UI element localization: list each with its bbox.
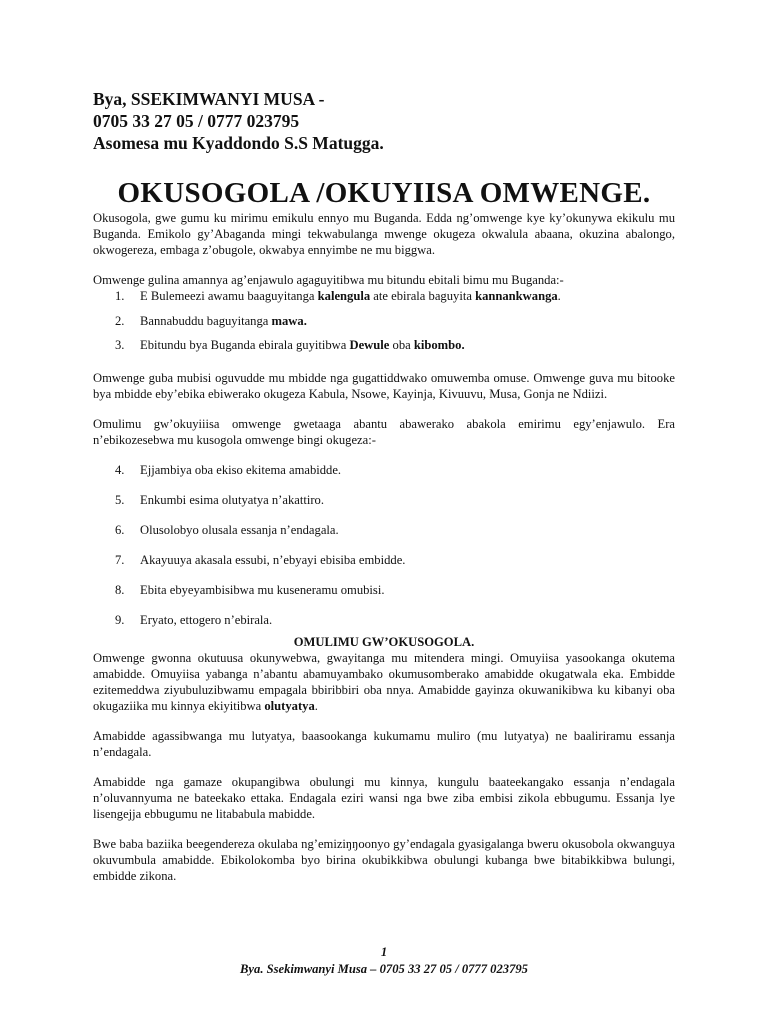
list-number: 8. — [115, 582, 125, 597]
list-item — [93, 313, 675, 329]
bold-term: olutyatya — [264, 698, 315, 713]
author-phone: 0705 33 27 05 / 0777 023795 — [93, 111, 300, 131]
bananas-paragraph: Omwenge guba mubisi oguvudde mu mbidde nga gugattiddwako omuwemba omuse. Omwenge guva mu bitooke bya mbidde eby’ebika ebiwerako okugeza Kabula, Nsowe, Kayinja, Kivuuvu, Musa, Gonja ne Ndiizi. — [93, 370, 675, 401]
names-list — [93, 288, 675, 353]
tools-intro-paragraph: Omulimu gw’okuyiiisa omwenge gwetaaga abantu abawerako abakola emirimu egy’enjawulo. Era n’ebikozesebwa mu kusogola omwenge bingi okugeza:- — [93, 416, 675, 447]
paragraph-text: . — [314, 698, 318, 713]
list-text: Eryato, ettogero n’ebirala. — [140, 612, 273, 627]
author-school: Asomesa mu Kyaddondo S.S Matugga. — [93, 133, 384, 153]
list-number: 3. — [115, 338, 125, 352]
list-number: 9. — [115, 612, 125, 627]
list-item — [93, 582, 675, 598]
list-text: Enkumbi esima olutyatya n’akattiro. — [140, 492, 324, 507]
list-bold-term: mawa. — [271, 313, 307, 328]
list-item — [93, 337, 675, 353]
list-number: 6. — [115, 522, 125, 537]
list-text: Akayuuya akasala essubi, n’ebyayi ebisiba embidde. — [140, 552, 406, 567]
list-number: 7. — [115, 552, 125, 567]
list-item — [93, 462, 675, 478]
list-bold-term: Dewule — [349, 338, 390, 352]
list-bold-term: kannankwanga — [475, 289, 558, 303]
list-text: ate ebirala baguyita — [370, 289, 476, 303]
list-text: . — [557, 289, 561, 303]
list-text: Ejjambiya oba ekiso ekitema amabidde. — [140, 462, 342, 477]
list-number: 5. — [115, 492, 125, 507]
list-bold-term: kalengula — [317, 289, 371, 303]
work-paragraph — [93, 650, 675, 714]
section-heading: OMULIMU GW’OKUSOGOLA. — [293, 634, 475, 649]
fire-paragraph: Amabidde agassibwanga mu lutyatya, baasookanga kukumamu muliro (mu lutyatya) ne baaliriramu essanja n’endagala. — [93, 728, 675, 759]
list-item — [93, 288, 675, 304]
list-text: Ebita ebyeyambisibwa mu kuseneramu omubisi. — [140, 582, 385, 597]
list-item — [93, 612, 675, 628]
author-block — [93, 88, 675, 154]
footer-text: Bya. Ssekimwanyi Musa – 0705 33 27 05 / 0777 023795 — [240, 962, 528, 976]
list-number: 2. — [115, 313, 125, 328]
list-text: oba — [389, 338, 414, 352]
intro-paragraph: Okusogola, gwe gumu ku mirimu emikulu ennyo mu Buganda. Edda ng’omwenge kye ky’okunywa ekikulu mu Buganda. Emikolo gy’Abaganda mingi tekwabulanga mwenge okugeza okwalula abaana, okuzina abalongo, okwogereza, embaga z’obugole, okwabya ennyimbe ne mu biggwa. — [93, 211, 675, 257]
cover-paragraph: Amabidde nga gamaze okupangibwa obulungi mu kinnya, kungulu baateekangako essanja n’endagala n’oluvannyuma ne bateekako ettaka. Endagala eziri wansi nga bwe ziba embisi zikola ebbugumu. Essanja lye lisengejja ebbugumu ne litababula mabidde. — [93, 774, 675, 821]
list-text: Bannabuddu baguyitanga — [140, 313, 272, 328]
list-text: Olusolobyo olusala essanja n’endagala. — [140, 522, 339, 537]
list-item — [93, 522, 675, 538]
document-page — [93, 88, 675, 884]
list-item — [93, 552, 675, 568]
names-intro-paragraph: Omwenge gulina amannya ag’enjawulo agaguyitibwa mu bitundu ebitali bimu mu Buganda:- — [93, 273, 564, 287]
list-number: 4. — [115, 462, 125, 477]
author-name: Bya, SSEKIMWANYI MUSA - — [93, 89, 325, 109]
page-footer — [0, 944, 768, 978]
page-number: 1 — [380, 945, 388, 959]
ripen-paragraph: Bwe baba baziika beegendereza okulaba ng’emiziŋŋoonyo gy’endagala gyasigalanga bweru okusobola okwanguya okuvumbula amabidde. Ebikolokomba byo birina okubikkibwa obulungi kubanga bwe bitabikkibwa bulungi, embidde zikona. — [93, 836, 675, 883]
list-text: E Bulemeezi awamu baaguyitanga — [140, 289, 318, 303]
document-title: OKUSOGOLA /OKUYIISA OMWENGE. — [117, 177, 651, 209]
list-text: Ebitundu bya Buganda ebirala guyitibwa — [140, 338, 350, 352]
tools-list — [93, 462, 675, 628]
list-item — [93, 492, 675, 508]
paragraph-text: Omwenge gwonna okutuusa okunywebwa, gwayitanga mu mitendera mingi. Omuyiisa yasookanga okutema amabidde. Omuyiisa yabanga n’abantu abamuyambako okumusomberako amabidde okugatwala eka. Embidde ezitemeddwa ziyubuluzibwamu empagala bbiribbiri oba nnya. Amabidde gayinza okuwanikibwa ku kibanyi oba okugaziika mu kinnya ekiyitibwa — [93, 650, 675, 713]
list-number: 1. — [115, 289, 125, 303]
list-bold-term: kibombo. — [413, 338, 465, 352]
